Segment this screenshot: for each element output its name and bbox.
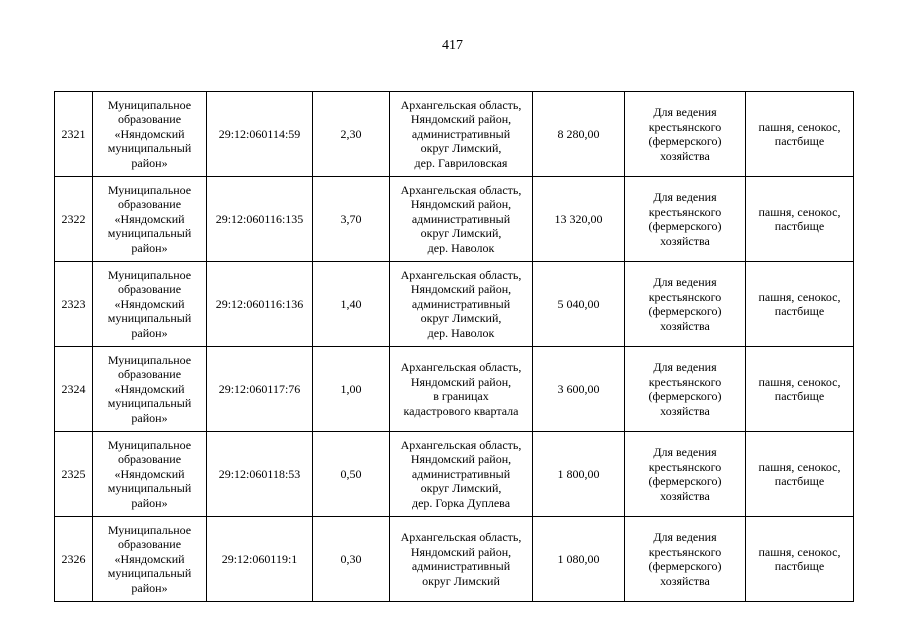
- address-cell: Архангельская область, Няндомский район, административный округ Лимский: [390, 517, 533, 602]
- purpose-cell: Для ведения крестьянского (фермерского) хозяйства: [625, 432, 746, 517]
- owner-cell: Муниципальное образование «Няндомский муниципальный район»: [93, 92, 207, 177]
- land-type-cell: пашня, сенокос, пастбище: [746, 92, 854, 177]
- price-cell: 8 280,00: [533, 92, 625, 177]
- purpose-cell: Для ведения крестьянского (фермерского) хозяйства: [625, 517, 746, 602]
- owner-cell: Муниципальное образование «Няндомский муниципальный район»: [93, 347, 207, 432]
- purpose-cell: Для ведения крестьянского (фермерского) хозяйства: [625, 177, 746, 262]
- table-row: [55, 177, 854, 262]
- table-row: [55, 92, 854, 177]
- table-row: [55, 262, 854, 347]
- cadastral-number-cell: 29:12:060114:59: [207, 92, 313, 177]
- cadastral-number-cell: 29:12:060119:1: [207, 517, 313, 602]
- area-cell: 1,00: [313, 347, 390, 432]
- cadastral-number-cell: 29:12:060116:136: [207, 262, 313, 347]
- land-plots-table: [54, 91, 854, 602]
- land-type-cell: пашня, сенокос, пастбище: [746, 347, 854, 432]
- area-cell: 1,40: [313, 262, 390, 347]
- cadastral-number-cell: 29:12:060117:76: [207, 347, 313, 432]
- purpose-cell: Для ведения крестьянского (фермерского) хозяйства: [625, 347, 746, 432]
- row-number-cell: 2322: [55, 177, 93, 262]
- page-number: 417: [442, 38, 463, 53]
- owner-cell: Муниципальное образование «Няндомский муниципальный район»: [93, 432, 207, 517]
- land-type-cell: пашня, сенокос, пастбище: [746, 262, 854, 347]
- owner-cell: Муниципальное образование «Няндомский муниципальный район»: [93, 517, 207, 602]
- land-type-cell: пашня, сенокос, пастбище: [746, 517, 854, 602]
- area-cell: 0,50: [313, 432, 390, 517]
- area-cell: 2,30: [313, 92, 390, 177]
- price-cell: 3 600,00: [533, 347, 625, 432]
- cadastral-number-cell: 29:12:060116:135: [207, 177, 313, 262]
- purpose-cell: Для ведения крестьянского (фермерского) хозяйства: [625, 92, 746, 177]
- cadastral-number-cell: 29:12:060118:53: [207, 432, 313, 517]
- row-number-cell: 2326: [55, 517, 93, 602]
- row-number-cell: 2325: [55, 432, 93, 517]
- price-cell: 13 320,00: [533, 177, 625, 262]
- row-number-cell: 2321: [55, 92, 93, 177]
- owner-cell: Муниципальное образование «Няндомский муниципальный район»: [93, 177, 207, 262]
- row-number-cell: 2324: [55, 347, 93, 432]
- owner-cell: Муниципальное образование «Няндомский муниципальный район»: [93, 262, 207, 347]
- table-row: [55, 432, 854, 517]
- price-cell: 1 080,00: [533, 517, 625, 602]
- row-number-cell: 2323: [55, 262, 93, 347]
- area-cell: 0,30: [313, 517, 390, 602]
- price-cell: 5 040,00: [533, 262, 625, 347]
- address-cell: Архангельская область, Няндомский район, административный округ Лимский, дер. Гавриловская: [390, 92, 533, 177]
- address-cell: Архангельская область, Няндомский район, в границах кадастрового квартала: [390, 347, 533, 432]
- price-cell: 1 800,00: [533, 432, 625, 517]
- land-type-cell: пашня, сенокос, пастбище: [746, 432, 854, 517]
- address-cell: Архангельская область, Няндомский район, административный округ Лимский, дер. Горка Дуплева: [390, 432, 533, 517]
- area-cell: 3,70: [313, 177, 390, 262]
- address-cell: Архангельская область, Няндомский район, административный округ Лимский, дер. Наволок: [390, 262, 533, 347]
- table-body: [55, 92, 854, 602]
- purpose-cell: Для ведения крестьянского (фермерского) хозяйства: [625, 262, 746, 347]
- table-row: [55, 347, 854, 432]
- address-cell: Архангельская область, Няндомский район, административный округ Лимский, дер. Наволок: [390, 177, 533, 262]
- table-row: [55, 517, 854, 602]
- land-type-cell: пашня, сенокос, пастбище: [746, 177, 854, 262]
